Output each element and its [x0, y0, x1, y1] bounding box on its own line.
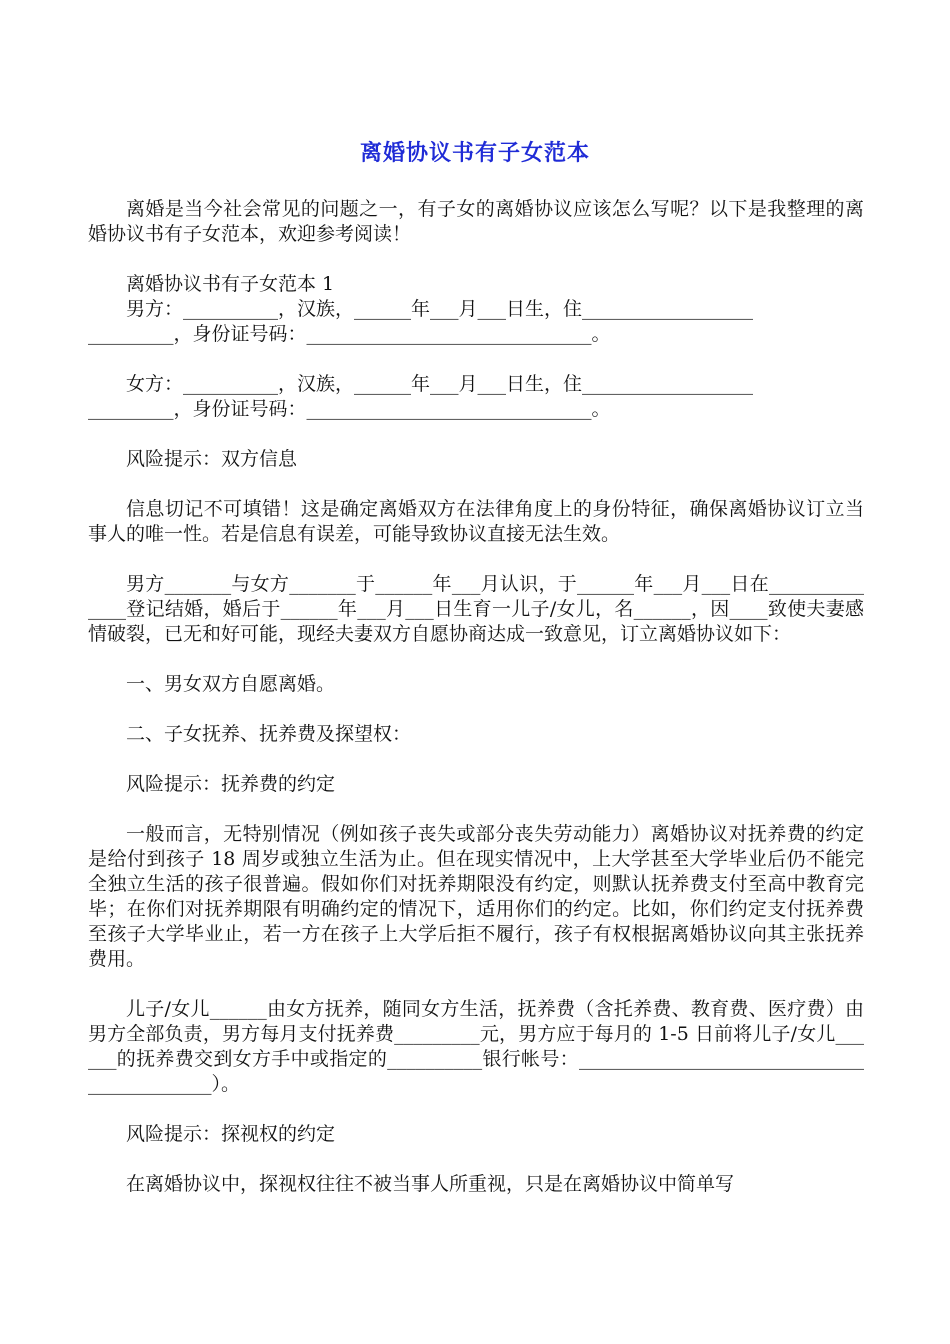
female-info-line-1: 女方：__________，汉族，______年___月___日生，住__________________	[126, 373, 754, 395]
sample-heading: 离婚协议书有子女范本 1	[126, 273, 335, 295]
risk-heading-info: 风险提示：双方信息	[126, 448, 298, 470]
support-paragraph: 一般而言，无特别情况（例如孩子丧失或部分丧失劳动能力）离婚协议对抚养费的约定是给付到孩子 18 周岁或独立生活为止。但在现实情况中，上大学甚至大学毕业后仍不能完全独立生活的孩子很普遍。假如你们对抚养期限没有约定，则默认抚养费支付至高中教育完毕；在你们对抚养期限有明确约定的情况下，适用你们的约定。比如，你们约定支付抚养费至孩子大学毕业止，若一方在孩子上大学后拒不履行，孩子有权根据离婚协议向其主张抚养费用。	[88, 823, 864, 970]
male-info-line-1: 男方：__________，汉族，______年___月___日生，住__________________	[126, 298, 754, 320]
female-info	[88, 372, 864, 422]
male-info	[88, 297, 864, 347]
visit-paragraph: 在离婚协议中，探视权往往不被当事人所重视，只是在离婚协议中简单写	[126, 1173, 735, 1195]
intro-paragraph: 离婚是当今社会常见的问题之一，有子女的离婚协议应该怎么写呢？以下是我整理的离婚协议书有子女范本，欢迎参考阅读！	[88, 198, 864, 245]
marriage-paragraph: 男方_______与女方_______于______年___月认识，于______年___月___日在______________登记结婚，婚后于______年___月___日生育一儿子/女儿，名______，因____致使夫妻感情破裂，已无和好可能，现经夫妻双方自愿协商达成一致意见，订立离婚协议如下：	[88, 573, 864, 645]
female-info-line-2: _________，身份证号码：______________________________。	[88, 398, 611, 420]
document-body	[88, 197, 864, 1197]
custody-paragraph: 儿子/女儿______由女方抚养，随同女方生活，抚养费（含托养费、教育费、医疗费）由男方全部负责，男方每月支付抚养费_________元，男方应于每月的 1-5 日前将儿子/女儿______的抚养费交到女方手中或指定的__________银行帐号：___________________________________________）。	[88, 998, 864, 1095]
male-info-line-2: _________，身份证号码：______________________________。	[88, 323, 611, 345]
info-paragraph: 信息切记不可填错！这是确定离婚双方在法律角度上的身份特征，确保离婚协议订立当事人的唯一性。若是信息有误差，可能导致协议直接无法生效。	[88, 498, 864, 545]
clause-2: 二、子女抚养、抚养费及探望权：	[126, 723, 412, 745]
clause-1: 一、男女双方自愿离婚。	[126, 673, 336, 695]
risk-heading-support: 风险提示：抚养费的约定	[126, 773, 336, 795]
document-title: 离婚协议书有子女范本	[359, 141, 590, 166]
risk-heading-visit: 风险提示：探视权的约定	[126, 1123, 336, 1145]
